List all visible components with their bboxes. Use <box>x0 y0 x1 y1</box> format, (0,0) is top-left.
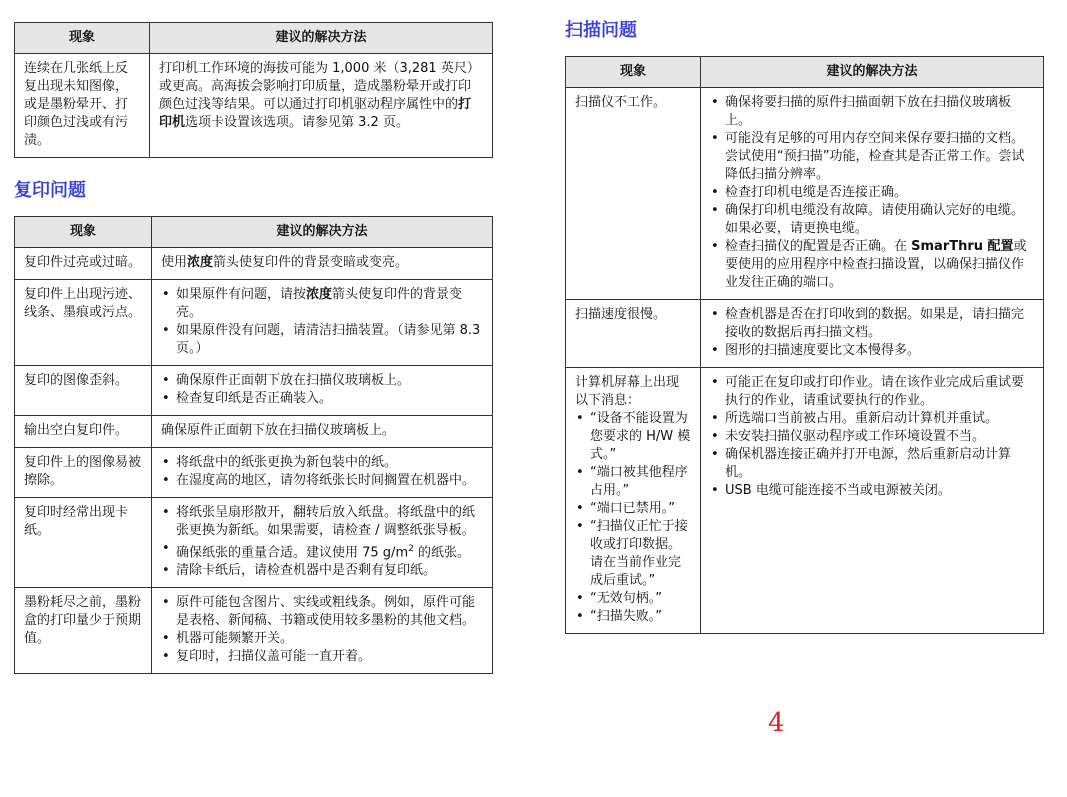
list-item: • 将纸盘中的纸张更换为新包装中的纸。 <box>161 454 483 472</box>
symptom-cell: 墨粉耗尽之前，墨粉盒的打印量少于预期值。 <box>15 588 152 674</box>
solution-cell <box>152 248 493 280</box>
table-row <box>566 300 1044 368</box>
list-item <box>161 540 483 562</box>
smarthru-config-label: SmarThru 配置 <box>911 239 1014 254</box>
col-header-symptom: 现象 <box>15 23 150 54</box>
bullet-list <box>710 94 1034 292</box>
symptom-cell: 复印的图像歪斜。 <box>15 366 152 416</box>
table-row <box>15 280 493 366</box>
solution-cell <box>701 368 1044 634</box>
list-item: • 图形的扫描速度要比文本慢得多。 <box>710 342 1034 360</box>
symptom-intro: 计算机屏幕上出现以下消息： <box>575 375 680 408</box>
symptom-cell: 复印时经常出现卡纸。 <box>15 498 152 588</box>
solution-text: 选项卡设置该选项。请参见第 3.2 页。 <box>185 115 409 130</box>
solution-text: 箭头使复印件的背景变暗或变亮。 <box>213 255 409 270</box>
scan-problems-table <box>565 56 1044 634</box>
copy-problems-table <box>14 216 493 674</box>
symptom-cell: 连续在几张纸上反复出现未知图像，或是墨粉晕开、打印颜色过浅或有污渍。 <box>15 54 150 158</box>
solution-text: 确保纸张的重量合适。建议使用 75 g/m <box>176 545 409 561</box>
right-column <box>565 0 1044 634</box>
bullet-list <box>161 454 483 490</box>
printer-tab-label: 打印机 <box>159 97 472 130</box>
symptom-cell: 扫描速度很慢。 <box>566 300 701 368</box>
solution-text: 打印机工作环境的海拔可能为 1,000 米（3,281 英尺）或更高。高海拔会影响打印质量，造成墨粉晕开或打印颜色过浅等结果。可以通过打印机驱动程序属性中的 <box>159 61 480 112</box>
bullet-list <box>161 594 483 666</box>
list-item: • 在湿度高的地区，请勿将纸张长时间搁置在机器中。 <box>161 472 483 490</box>
left-column <box>14 0 493 674</box>
solution-cell <box>152 448 493 498</box>
list-item: • “端口被其他程序占用。” <box>575 464 691 500</box>
list-item <box>710 238 1034 292</box>
list-item: • “无效句柄。” <box>575 590 691 608</box>
superscript: 2 <box>408 544 414 554</box>
bullet-list <box>710 306 1034 360</box>
bullet-list <box>161 286 483 358</box>
list-item: • 可能没有足够的可用内存空间来保存要扫描的文档。尝试使用“预扫描”功能，检查其是否正常工作。尝试降低扫描分辨率。 <box>710 130 1034 184</box>
table-row <box>15 416 493 448</box>
print-quality-table <box>14 22 493 158</box>
symptom-cell: 复印件过亮或过暗。 <box>15 248 152 280</box>
table-row <box>15 448 493 498</box>
solution-cell: 确保原件正面朝下放在扫描仪玻璃板上。 <box>152 416 493 448</box>
bullet-list <box>161 504 483 580</box>
bullet-list <box>710 374 1034 500</box>
solution-cell <box>701 88 1044 300</box>
list-item: • “设备不能设置为您要求的 H/W 模式。” <box>575 410 691 464</box>
list-item: • 清除卡纸后，请检查机器中是否剩有复印纸。 <box>161 562 483 580</box>
list-item: • 原件可能包含图片、实线或粗线条。例如，原件可能是表格、新闻稿、书籍或使用较多墨粉的其他文档。 <box>161 594 483 630</box>
solution-cell <box>701 300 1044 368</box>
list-item: • 确保将要扫描的原件扫描面朝下放在扫描仪玻璃板上。 <box>710 94 1034 130</box>
list-item: • 机器可能频繁开关。 <box>161 630 483 648</box>
list-item: • 检查机器是否在打印收到的数据。如果是，请扫描完接收的数据后再扫描文档。 <box>710 306 1034 342</box>
col-header-solution: 建议的解决方法 <box>701 57 1044 88</box>
table-row <box>15 248 493 280</box>
list-item: • 未安装扫描仪驱动程序或工作环境设置不当。 <box>710 428 1034 446</box>
solution-text: 或要使用的应用程序中检查扫描设置，以确保扫描仪作业发往正确的端口。 <box>725 239 1027 290</box>
message-list <box>575 410 691 626</box>
list-item: • 所选端口当前被占用。重新启动计算机并重试。 <box>710 410 1034 428</box>
list-item: • “端口已禁用。” <box>575 500 691 518</box>
table-row <box>15 498 493 588</box>
copy-problems-heading: 复印问题 <box>14 180 86 201</box>
solution-cell <box>152 588 493 674</box>
list-item: • 将纸张呈扇形散开，翻转后放入纸盘。将纸盘中的纸张更换为新纸。如果需要，请检查 / 调整纸张导板。 <box>161 504 483 540</box>
list-item: • 确保机器连接正确并打开电源，然后重新启动计算机。 <box>710 446 1034 482</box>
list-item: • “扫描失败。” <box>575 608 691 626</box>
list-item: • USB 电缆可能连接不当或电源被关闭。 <box>710 482 1034 500</box>
density-label: 浓度 <box>306 287 333 302</box>
bullet-list <box>161 372 483 408</box>
list-item: • 检查打印机电缆是否连接正确。 <box>710 184 1034 202</box>
table-row <box>15 54 493 158</box>
table-header-row <box>566 57 1044 88</box>
col-header-solution: 建议的解决方法 <box>152 217 493 248</box>
table-row <box>566 88 1044 300</box>
table-row <box>15 366 493 416</box>
col-header-symptom: 现象 <box>15 217 152 248</box>
density-label: 浓度 <box>187 255 214 270</box>
table-header-row <box>15 217 493 248</box>
list-item: • 可能正在复印或打印作业。请在该作业完成后重试要执行的作业，请重试要执行的作业。 <box>710 374 1034 410</box>
symptom-cell <box>566 368 701 634</box>
solution-text: 使用 <box>161 255 188 270</box>
solution-text: 的纸张。 <box>413 545 470 561</box>
page-number: 4 <box>768 708 785 738</box>
table-row <box>566 368 1044 634</box>
list-item: • 复印时，扫描仪盖可能一直开着。 <box>161 648 483 666</box>
solution-cell <box>150 54 493 158</box>
list-item: • “扫描仪正忙于接收或打印数据。请在当前作业完成后重试。” <box>575 518 691 590</box>
symptom-cell: 复印件上出现污迹、线条、墨痕或污点。 <box>15 280 152 366</box>
solution-text: 如果原件有问题，请按 <box>176 287 307 302</box>
list-item <box>161 286 483 322</box>
list-item: • 检查复印纸是否正确装入。 <box>161 390 483 408</box>
list-item: • 确保原件正面朝下放在扫描仪玻璃板上。 <box>161 372 483 390</box>
solution-text: 箭头使复印件的背景变亮。 <box>176 287 463 320</box>
symptom-cell: 复印件上的图像易被擦除。 <box>15 448 152 498</box>
symptom-cell: 扫描仪不工作。 <box>566 88 701 300</box>
solution-cell <box>152 366 493 416</box>
scan-problems-heading: 扫描问题 <box>565 20 637 41</box>
table-header-row <box>15 23 493 54</box>
symptom-cell: 输出空白复印件。 <box>15 416 152 448</box>
table-row <box>15 588 493 674</box>
solution-cell <box>152 280 493 366</box>
solution-text: 检查扫描仪的配置是否正确。在 <box>725 239 912 254</box>
list-item: • 如果原件没有问题，请清洁扫描装置。（请参见第 8.3 页。） <box>161 322 483 358</box>
solution-cell <box>152 498 493 588</box>
list-item: • 确保打印机电缆没有故障。请使用确认完好的电缆。如果必要，请更换电缆。 <box>710 202 1034 238</box>
col-header-solution: 建议的解决方法 <box>150 23 493 54</box>
col-header-symptom: 现象 <box>566 57 701 88</box>
